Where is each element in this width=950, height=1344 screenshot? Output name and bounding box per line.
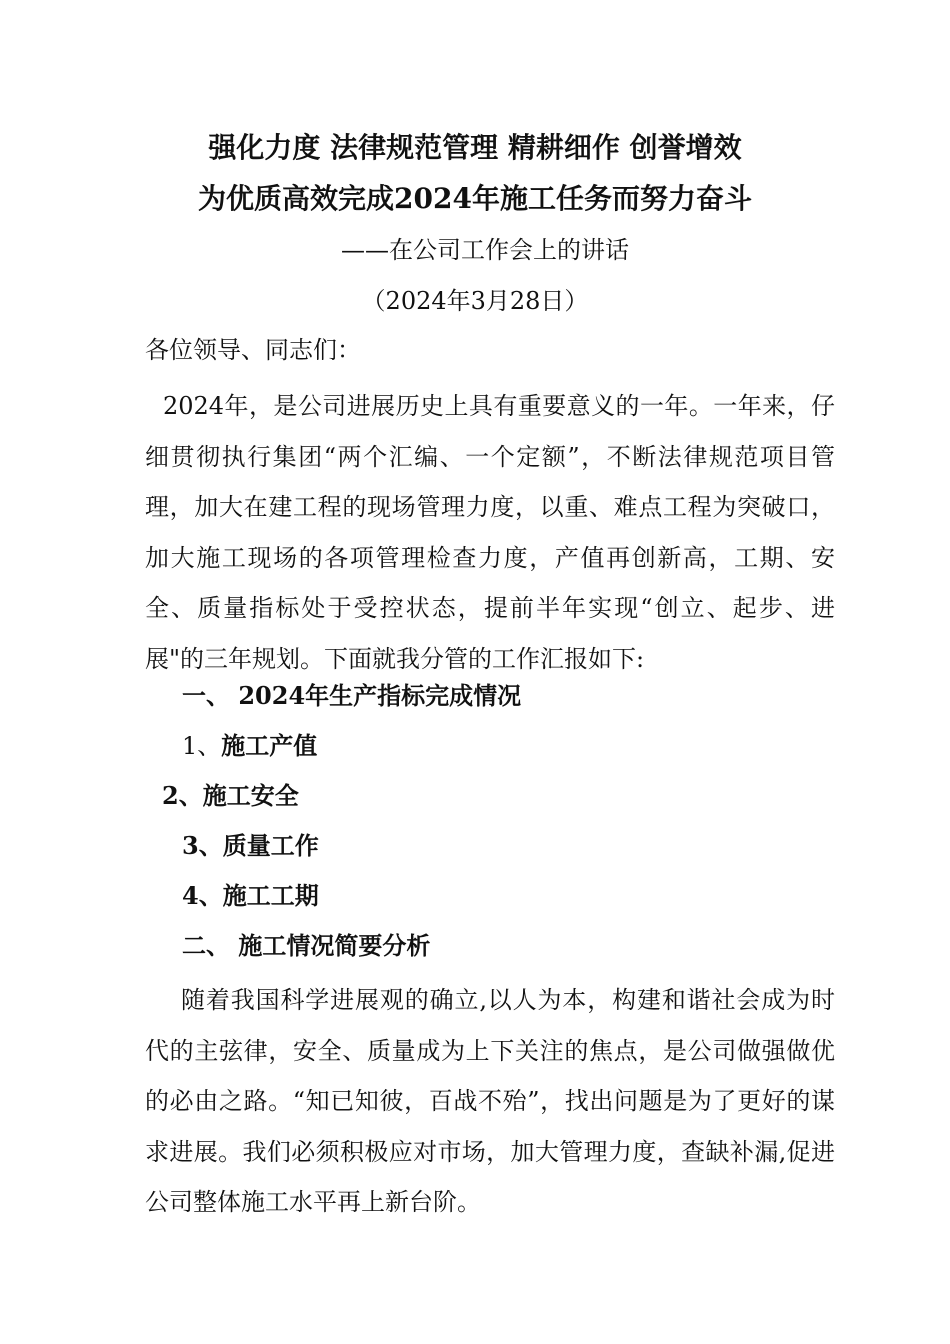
salutation: 各位领导、同志们： xyxy=(145,336,361,364)
subheading-2: 2、施工安全 xyxy=(162,781,299,810)
subheading-1 xyxy=(182,728,317,764)
section-heading-1: 一、 2024年生产指标完成情况 xyxy=(182,681,522,710)
speech-date: （2024年3月28日） xyxy=(361,287,589,315)
paragraph-analysis: 随着我国科学进展观的确立,以人为本，构建和谐社会成为时代的主弦律，安全、质量成为上下关注的焦点，是公司做强做优的必由之路。“知已知彼，百战不殆”，找出问题是为了更好的谋求进展。我们必须积极应对市场，加大管理力度，查缺补漏,促进公司整体施工水平再上新台阶。 xyxy=(145,986,835,1216)
subheading-3: 3、质量工作 xyxy=(182,831,319,860)
subheading-1-text: 施工产值 xyxy=(221,731,318,760)
subheading-1-number: 1、 xyxy=(182,732,222,760)
paragraph-intro: 2024年，是公司进展历史上具有重要意义的一年。一年来，仔细贯彻执行集团“两个汇编、一个定额”，不断法律规范项目管理，加大在建工程的现场管理力度，以重、难点工程为突破口，加大施工现场的各项管理检查力度，产值再创新高，工期、安全、质量指标处于受控状态，提前半年实现“创立、起步、进展"的三年规划。下面就我分管的工作汇报如下: xyxy=(145,392,835,673)
section-heading-2: 二、 施工情况简要分析 xyxy=(182,931,431,960)
subtitle: ——在公司工作会上的讲话 xyxy=(341,236,629,264)
title-line-1: 强化力度 法律规范管理 精耕细作 创誉增效 xyxy=(208,131,742,164)
title-line-2: 为优质高效完成2024年施工任务而努力奋斗 xyxy=(198,182,752,215)
subheading-4: 4、施工工期 xyxy=(182,881,319,910)
